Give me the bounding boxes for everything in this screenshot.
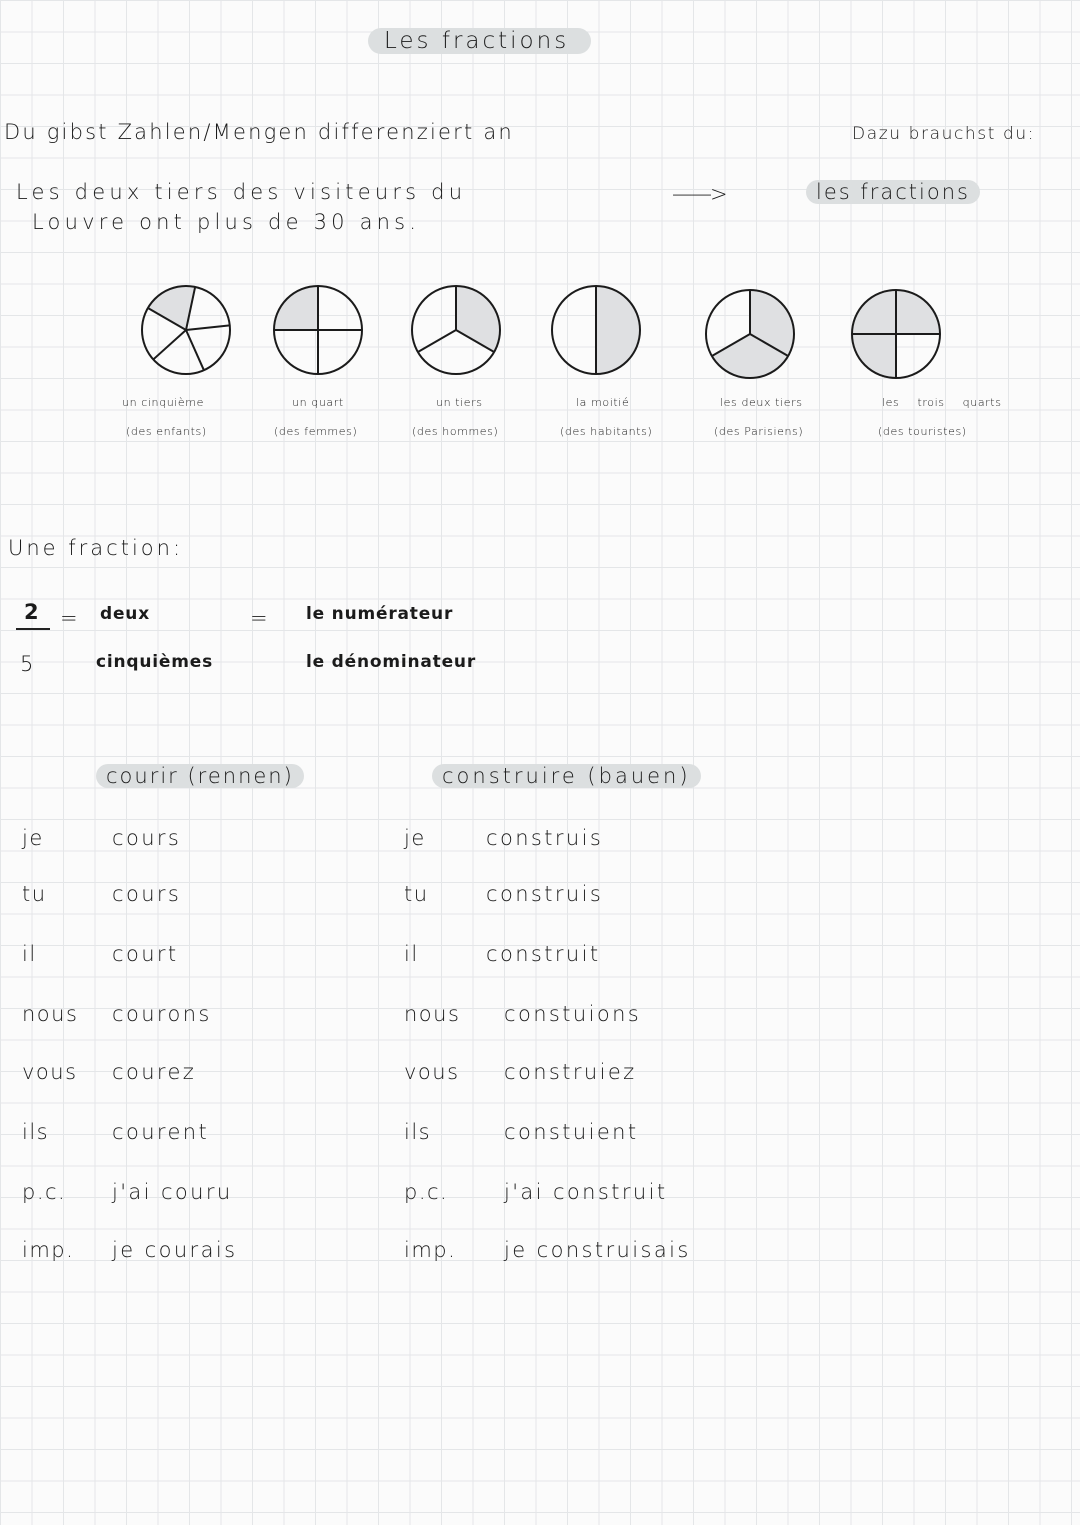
example-sentence-line1: Les deux tiers des visiteurs du	[16, 180, 467, 204]
pie-sublabel: (des Parisiens)	[714, 425, 804, 438]
verb-form: construis	[486, 826, 604, 850]
pie-label: un tiers	[436, 396, 483, 409]
denominator-word: cinquièmes	[96, 652, 213, 672]
pie-sublabel: (des enfants)	[126, 425, 207, 438]
pie-sublabel: (des femmes)	[274, 425, 358, 438]
pronoun: tu	[22, 882, 47, 906]
verb-title-courir: courir (rennen)	[96, 764, 304, 788]
page-title: Les fractions	[368, 28, 591, 54]
pronoun: p.c.	[404, 1180, 449, 1204]
verb-form: constuient	[504, 1120, 639, 1144]
pie-divider	[153, 330, 186, 359]
pronoun: vous	[22, 1060, 78, 1084]
pie-label: les trois quarts	[882, 396, 1002, 409]
pronoun: il	[404, 942, 419, 966]
pie-les-deux-tiers	[704, 288, 796, 380]
equals-sign: =	[250, 606, 270, 630]
pronoun: ils	[404, 1120, 432, 1144]
pronoun: p.c.	[22, 1180, 67, 1204]
numerator-word: deux	[100, 604, 150, 624]
verb-form: construiez	[504, 1060, 637, 1084]
pie-divider	[186, 330, 204, 370]
pie-un-tiers	[410, 284, 502, 376]
fraction-bar	[16, 628, 50, 630]
pie-sublabel: (des habitants)	[560, 425, 653, 438]
example-sentence-line2: Louvre ont plus de 30 ans.	[32, 210, 421, 234]
verb-form: construit	[486, 942, 601, 966]
pronoun: je	[22, 826, 44, 850]
pronoun: ils	[22, 1120, 50, 1144]
intro-line: Du gibst Zahlen/Mengen differenziert an	[4, 120, 514, 144]
pie-label: un quart	[292, 396, 344, 409]
verb-title-construire: construire (bauen)	[432, 764, 701, 788]
arrow-icon: ——>	[672, 182, 726, 206]
pronoun: nous	[22, 1002, 79, 1026]
verb-form: court	[112, 942, 179, 966]
pie-un-cinquieme	[140, 284, 232, 376]
verb-form: courez	[112, 1060, 197, 1084]
pie-label: un cinquième	[122, 396, 204, 409]
verb-form: j'ai construit	[504, 1180, 668, 1204]
shaded-slice	[596, 286, 640, 374]
pie-label: la moitié	[576, 396, 630, 409]
verb-form: je courais	[112, 1238, 238, 1262]
pronoun: il	[22, 942, 37, 966]
numerator-label: le numérateur	[306, 604, 454, 624]
verb-form: cours	[112, 826, 182, 850]
pie-un-quart	[272, 284, 364, 376]
verb-form: j'ai couru	[112, 1180, 233, 1204]
pronoun: vous	[404, 1060, 460, 1084]
pie-label: les deux tiers	[720, 396, 803, 409]
pronoun: imp.	[22, 1238, 75, 1262]
equals-sign: =	[60, 606, 80, 630]
pie-sublabel: (des hommes)	[412, 425, 499, 438]
pie-les-trois-quarts	[850, 288, 942, 380]
denominator-label: le dénominateur	[306, 652, 477, 672]
verb-form: cours	[112, 882, 182, 906]
verb-form: je construisais	[504, 1238, 691, 1262]
numerator: 2	[24, 600, 40, 624]
pronoun: je	[404, 826, 426, 850]
denominator: 5	[20, 652, 35, 676]
verb-form: courons	[112, 1002, 212, 1026]
dazu-text: Dazu brauchst du:	[852, 124, 1036, 144]
pie-sublabel: (des touristes)	[878, 425, 967, 438]
pie-la-moitie	[550, 284, 642, 376]
pie-divider	[418, 330, 456, 352]
fractions-highlight: les fractions	[806, 180, 980, 204]
pie-divider	[186, 325, 230, 330]
fraction-heading: Une fraction:	[8, 536, 184, 560]
verb-form: constuions	[504, 1002, 642, 1026]
pronoun: nous	[404, 1002, 461, 1026]
verb-form: courent	[112, 1120, 210, 1144]
pronoun: tu	[404, 882, 429, 906]
verb-form: construis	[486, 882, 604, 906]
pronoun: imp.	[404, 1238, 457, 1262]
